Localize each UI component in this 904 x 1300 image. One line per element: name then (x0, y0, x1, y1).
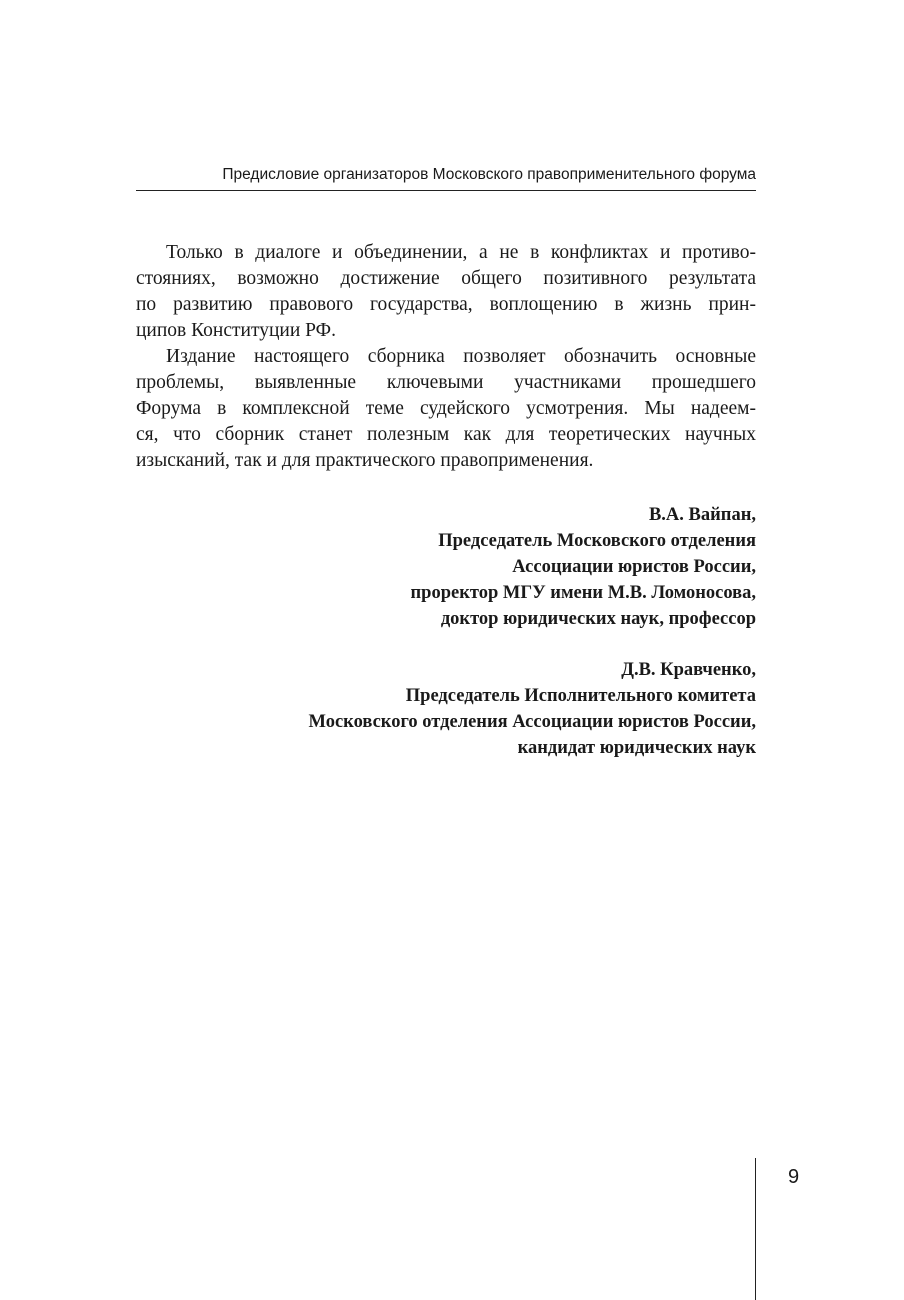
text-line: по развитию правового государства, воплощению в жизнь прин- (136, 294, 756, 315)
signature-title-line: Председатель Исполнительного комитета (405, 686, 756, 706)
text-line: проблемы, выявленные ключевыми участниками прошедшего (136, 372, 756, 393)
body-text (136, 240, 756, 474)
text-line: Форума в комплексной теме судейского усмотрения. Мы надеем- (136, 398, 756, 419)
text-line: ципов Конституции РФ. (136, 320, 336, 341)
text-line: ся, что сборник станет полезным как для теоретических научных (136, 424, 756, 445)
signature-title-line: доктор юридических наук, профессор (440, 609, 756, 629)
signature-title-line: кандидат юридических наук (517, 738, 756, 758)
signature-title-line: Московского отделения Ассоциации юристов России, (308, 712, 756, 732)
text-line: стояниях, возможно достижение общего позитивного результата (136, 268, 756, 289)
signature-name: Д.В. Кравченко, (621, 660, 756, 680)
signature-name: В.А. Вайпан, (648, 505, 756, 525)
text-line: Только в диалоге и объединении, а не в конфликтах и противо- (166, 242, 756, 263)
text-line: Издание настоящего сборника позволяет обозначить основные (166, 346, 756, 367)
page-number-divider (755, 1158, 756, 1300)
running-header (136, 164, 756, 191)
signature-title-line: проректор МГУ имени М.В. Ломоносова, (410, 583, 756, 603)
signature-title-line: Ассоциации юристов России, (512, 557, 756, 577)
paragraph-2 (136, 344, 756, 474)
running-header-title: Предисловие организаторов Московского правоприменительного форума (222, 166, 756, 183)
paragraph-1 (136, 240, 756, 344)
signature-block-kravchenko (136, 657, 756, 761)
signature-title-line: Председатель Московского отделения (438, 531, 756, 551)
page-number: 9 (788, 1166, 800, 1188)
signature-block-vaipan (136, 502, 756, 632)
text-line: изысканий, так и для практического правоприменения. (136, 450, 594, 471)
